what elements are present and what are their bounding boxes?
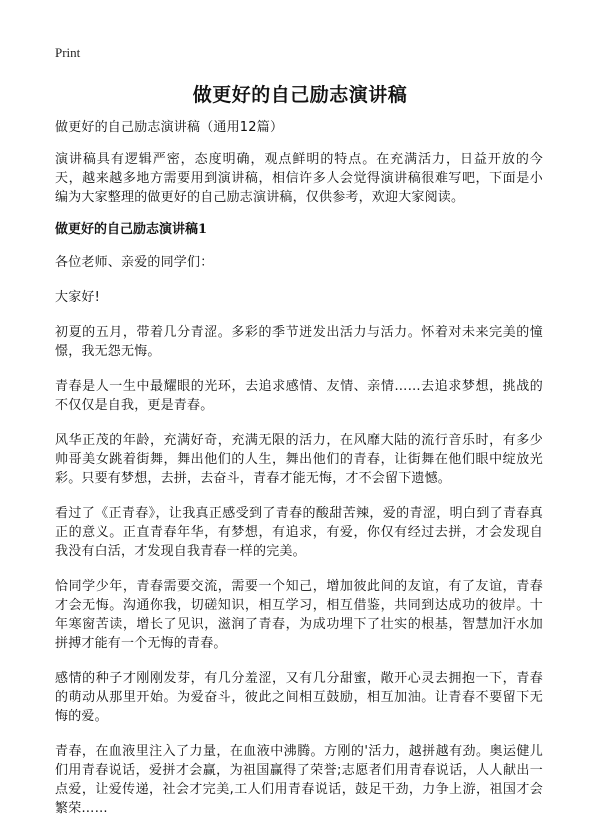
paragraph: 看过了《正青春》，让我真正感受到了青春的酸甜苦辣，爱的青涩，明白到了青春真正的意义。正直青春年华，有梦想，有追求，有爱，你仅有经过去拼，才会发现自我没有白活，才发现自我青春一样的完美。	[55, 506, 543, 559]
paragraph: 恰同学少年，青春需要交流，需要一个知己，增加彼此间的友谊，有了友谊，青春才会无悔。沟通你我，切磋知识，相互学习，相互借鉴，共同到达成功的彼岸。十年寒窗苦读，增长了见识，滋润了青春，为成功埋下了壮实的根基，智慧加汗水加拼搏才能有一个无悔的青春。	[55, 579, 543, 651]
paragraph: 青春是人一生中最耀眼的光环，去追求感情、友情、亲情……去追求梦想，挑战的不仅仅是自我，更是青春。	[55, 379, 543, 413]
paragraph-greeting: 各位老师、亲爱的同学们：	[55, 255, 214, 270]
section-heading: 做更好的自己励志演讲稿1	[55, 222, 208, 237]
paragraph: 感情的种子才刚刚发芽，有几分羞涩，又有几分甜蜜，敞开心灵去拥抱一下，青春的萌动从那里开始。为爱奋斗，彼此之间相互鼓励，相互加油。让青春不要留下无悔的爱。	[55, 671, 543, 724]
intro-paragraph: 演讲稿具有逻辑严密，态度明确，观点鲜明的特点。在充满活力，日益开放的今天，越来越多地方需要用到演讲稿，相信许多人会觉得演讲稿很难写吧，下面是小编为大家整理的做更好的自己励志演讲稿，仅供参考，欢迎大家阅读。	[55, 152, 543, 205]
document-subtitle: 做更好的自己励志演讲稿（通用12篇）	[55, 120, 284, 135]
paragraph-hello: 大家好!	[55, 290, 101, 305]
paragraph: 青春，在血液里注入了力量，在血液中沸腾。方刚的'活力，越拼越有劲。奥运健儿们用青春说话，爱拼才会赢，为祖国赢得了荣誉;志愿者们用青春说话，人人献出一点爱，让爱传递，社会才完美,工人们用青春说话，鼓足干劲，力争上游，祖国才会繁荣……	[55, 744, 543, 816]
document-title: 做更好的自己励志演讲稿	[192, 84, 408, 106]
paragraph: 风华正茂的年龄，充满好奇，充满无限的活力，在风靡大陆的流行音乐时，有多少帅哥美女跳着街舞，舞出他们的人生，舞出他们的青春，让街舞在他们眼中绽放光彩。只要有梦想，去拼，去奋斗，青春才能无悔，才不会留下遗憾。	[55, 433, 543, 486]
print-link[interactable]: Print	[55, 45, 81, 60]
document-body	[55, 118, 543, 834]
paragraph: 初夏的五月，带着几分青涩。多彩的季节迸发出活力与活力。怀着对未来完美的憧憬，我无怨无悔。	[55, 325, 543, 359]
